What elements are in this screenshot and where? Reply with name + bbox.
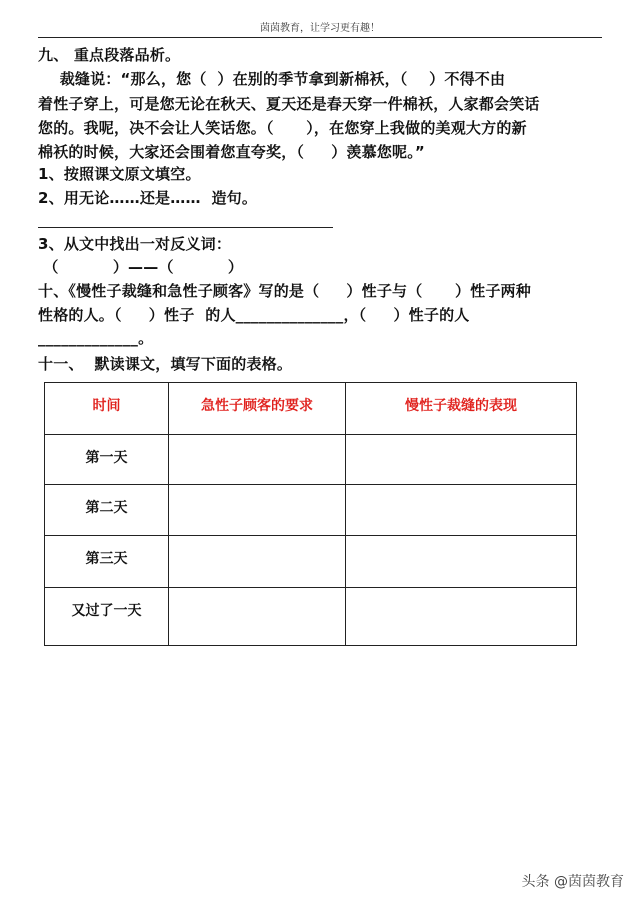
section-10-line-1: 十、《慢性子裁缝和急性子顾客》写的是（ ）性子与（ ）性子两种 xyxy=(38,282,531,300)
section-10-line-2: 性格的人。（ ）性子 的人______________，（ ）性子的人 xyxy=(38,306,470,324)
table-row xyxy=(45,588,577,646)
header-divider xyxy=(38,37,602,38)
question-2: 2、用无论……还是…… 造句。 xyxy=(38,189,258,207)
table-row xyxy=(45,536,577,588)
fill-in-table xyxy=(44,382,577,646)
answer-cell[interactable] xyxy=(346,485,577,536)
header-customer-request: 急性子顾客的要求 xyxy=(169,383,346,435)
answer-cell[interactable] xyxy=(169,485,346,536)
answer-cell[interactable] xyxy=(169,588,346,646)
section-11-title: 十一、 默读课文，填写下面的表格。 xyxy=(38,355,293,373)
passage-line-2: 着性子穿上，可是您无论在秋天、夏天还是春天穿一件棉袄，人家都会笑话 xyxy=(38,95,540,113)
passage-line-4: 棉袄的时候，大家还会围着您直夸奖，（ ）羡慕您呢。” xyxy=(38,143,425,161)
watermark: 头条 @茵茵教育 xyxy=(521,874,624,890)
table-row xyxy=(45,485,577,536)
header-tailor-behavior: 慢性子裁缝的表现 xyxy=(346,383,577,435)
row-day: 又过了一天 xyxy=(45,588,169,646)
table-header-row xyxy=(45,383,577,435)
question-3: 3、从文中找出一对反义词： xyxy=(38,235,232,253)
table-row xyxy=(45,435,577,485)
section-9-title: 九、 重点段落品析。 xyxy=(38,46,181,64)
passage-line-3: 您的。我呢，决不会让人笑话您。（ ），在您穿上我做的美观大方的新 xyxy=(38,119,527,137)
question-1: 1、按照课文原文填空。 xyxy=(38,165,201,183)
passage-line-1: 裁缝说：“那么，您（ ）在别的季节拿到新棉袄，（ ）不得不由 xyxy=(38,70,506,88)
section-10-line-3: _____________。 xyxy=(38,329,154,347)
answer-cell[interactable] xyxy=(169,435,346,485)
answer-line[interactable] xyxy=(38,227,333,228)
row-day: 第三天 xyxy=(45,536,169,588)
answer-cell[interactable] xyxy=(346,435,577,485)
answer-cell[interactable] xyxy=(346,588,577,646)
answer-cell[interactable] xyxy=(169,536,346,588)
row-day: 第二天 xyxy=(45,485,169,536)
row-day: 第一天 xyxy=(45,435,169,485)
answer-cell[interactable] xyxy=(346,536,577,588)
page-header: 茵茵教育，让学习更有趣！ xyxy=(260,23,380,34)
header-time: 时间 xyxy=(45,383,169,435)
antonym-blanks: （ ）——（ ） xyxy=(38,258,244,276)
